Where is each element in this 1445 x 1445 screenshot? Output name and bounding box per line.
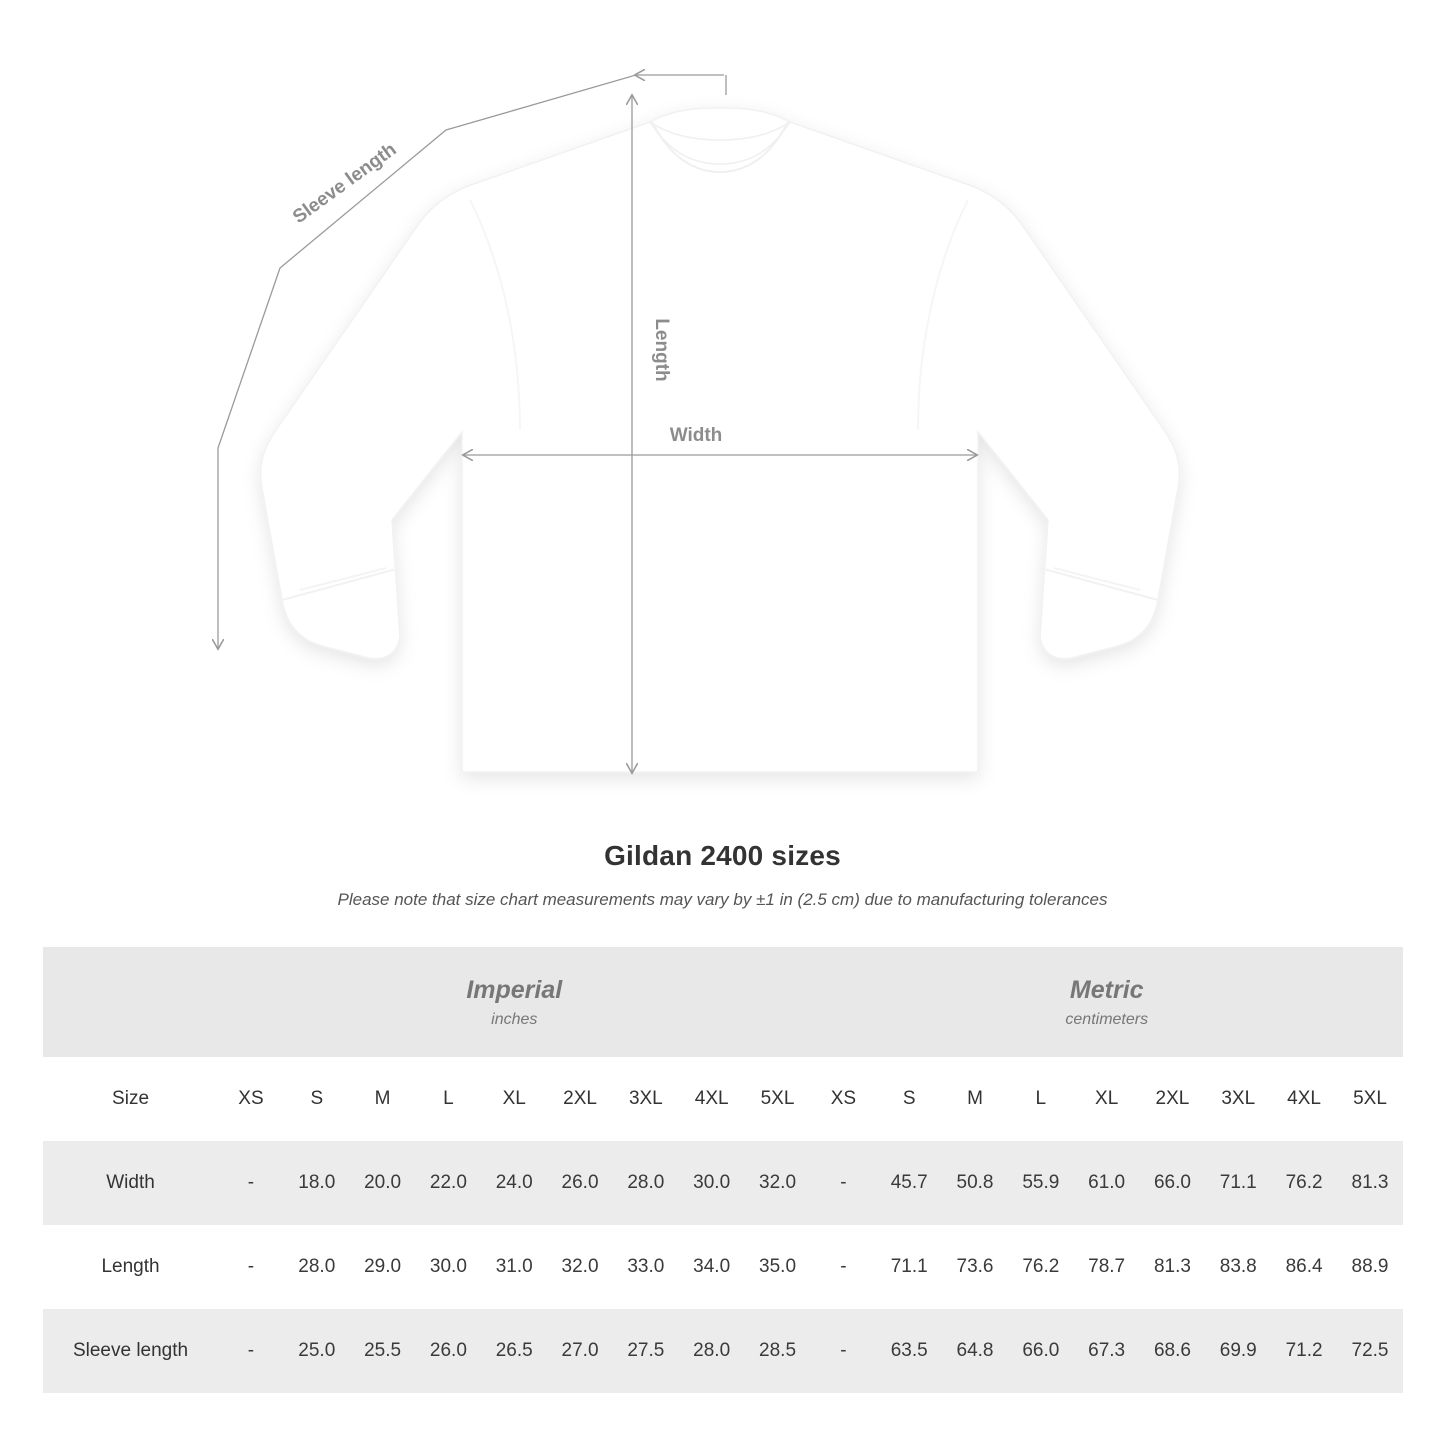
header-metric-4xl: 4XL (1271, 1057, 1337, 1141)
size-header-row (43, 1057, 1403, 1141)
header-imperial-xs: XS (218, 1057, 284, 1141)
header-metric-l: L (1008, 1057, 1074, 1141)
cell-length-metric-xl: 78.7 (1074, 1225, 1140, 1309)
cell-sleeve-metric-s: 63.5 (876, 1309, 942, 1393)
cell-length-imperial-m: 29.0 (350, 1225, 416, 1309)
cell-width-metric-4xl: 76.2 (1271, 1141, 1337, 1225)
unit-band-spacer (43, 947, 218, 1057)
cell-sleeve-imperial-s: 25.0 (284, 1309, 350, 1393)
page-title: Gildan 2400 sizes (604, 840, 841, 871)
cell-width-metric-xl: 61.0 (1074, 1141, 1140, 1225)
cell-width-imperial-xs: - (218, 1141, 284, 1225)
cell-sleeve-metric-xl: 67.3 (1074, 1309, 1140, 1393)
cell-sleeve-metric-m: 64.8 (942, 1309, 1008, 1393)
cell-width-metric-xs: - (810, 1141, 876, 1225)
cell-width-metric-3xl: 71.1 (1205, 1141, 1271, 1225)
cell-length-imperial-2xl: 32.0 (547, 1225, 613, 1309)
cell-width-imperial-3xl: 28.0 (613, 1141, 679, 1225)
header-imperial-s: S (284, 1057, 350, 1141)
imperial-sub: inches (491, 1010, 538, 1028)
cell-width-metric-s: 45.7 (876, 1141, 942, 1225)
cell-length-metric-5xl: 88.9 (1337, 1225, 1403, 1309)
metric-label: Metric (1069, 976, 1144, 1005)
cell-length-metric-4xl: 86.4 (1271, 1225, 1337, 1309)
cell-length-imperial-xl: 31.0 (481, 1225, 547, 1309)
cell-length-metric-2xl: 81.3 (1140, 1225, 1206, 1309)
cell-sleeve-imperial-2xl: 27.0 (547, 1309, 613, 1393)
cell-width-imperial-s: 18.0 (284, 1141, 350, 1225)
metric-sub: centimeters (1065, 1010, 1149, 1028)
table-row (43, 1225, 1403, 1309)
cell-width-metric-2xl: 66.0 (1140, 1141, 1206, 1225)
cell-sleeve-imperial-4xl: 28.0 (679, 1309, 745, 1393)
cell-length-metric-l: 76.2 (1008, 1225, 1074, 1309)
cell-sleeve-metric-5xl: 72.5 (1337, 1309, 1403, 1393)
width-label: Width (669, 425, 723, 446)
header-size: Size (43, 1057, 218, 1141)
header-imperial-l: L (416, 1057, 482, 1141)
cell-length-metric-xs: - (810, 1225, 876, 1309)
header-metric-3xl: 3XL (1205, 1057, 1271, 1141)
cell-sleeve-imperial-xs: - (218, 1309, 284, 1393)
cell-width-metric-l: 55.9 (1008, 1141, 1074, 1225)
cell-width-imperial-l: 22.0 (416, 1141, 482, 1225)
unit-header-row (43, 947, 1403, 1057)
cell-width-imperial-xl: 24.0 (481, 1141, 547, 1225)
title-block (0, 840, 1445, 910)
header-imperial-2xl: 2XL (547, 1057, 613, 1141)
header-metric-s: S (876, 1057, 942, 1141)
header-metric-xs: XS (810, 1057, 876, 1141)
cell-sleeve-imperial-5xl: 28.5 (745, 1309, 811, 1393)
cell-sleeve-imperial-3xl: 27.5 (613, 1309, 679, 1393)
cell-width-imperial-5xl: 32.0 (745, 1141, 811, 1225)
unit-group-metric (810, 947, 1403, 1057)
cell-width-imperial-4xl: 30.0 (679, 1141, 745, 1225)
unit-group-imperial (218, 947, 810, 1057)
header-imperial-4xl: 4XL (679, 1057, 745, 1141)
cell-width-metric-m: 50.8 (942, 1141, 1008, 1225)
cell-sleeve-imperial-l: 26.0 (416, 1309, 482, 1393)
cell-width-imperial-m: 20.0 (350, 1141, 416, 1225)
header-metric-m: M (942, 1057, 1008, 1141)
sleeve-length-label: Sleeve length (289, 139, 401, 229)
cell-sleeve-imperial-xl: 26.5 (481, 1309, 547, 1393)
row-label-length: Length (43, 1225, 218, 1309)
cell-length-metric-m: 73.6 (942, 1225, 1008, 1309)
table-row (43, 1141, 1403, 1225)
cell-length-imperial-xs: - (218, 1225, 284, 1309)
row-label-sleeve-length: Sleeve length (43, 1309, 218, 1393)
cell-sleeve-metric-2xl: 68.6 (1140, 1309, 1206, 1393)
length-label: Length (651, 318, 672, 382)
cell-length-imperial-3xl: 33.0 (613, 1225, 679, 1309)
header-metric-2xl: 2XL (1140, 1057, 1206, 1141)
cell-length-metric-3xl: 83.8 (1205, 1225, 1271, 1309)
tolerance-note: Please note that size chart measurements may vary by ±1 in (2.5 cm) due to manufacturing tolerances (337, 890, 1108, 909)
cell-sleeve-metric-l: 66.0 (1008, 1309, 1074, 1393)
header-imperial-m: M (350, 1057, 416, 1141)
cell-sleeve-metric-xs: - (810, 1309, 876, 1393)
header-imperial-xl: XL (481, 1057, 547, 1141)
imperial-label: Imperial (466, 976, 563, 1005)
cell-length-imperial-l: 30.0 (416, 1225, 482, 1309)
cell-length-imperial-4xl: 34.0 (679, 1225, 745, 1309)
row-label-width: Width (43, 1141, 218, 1225)
size-table (43, 947, 1403, 1393)
table-row (43, 1309, 1403, 1393)
header-metric-5xl: 5XL (1337, 1057, 1403, 1141)
cell-sleeve-imperial-m: 25.5 (350, 1309, 416, 1393)
cell-length-imperial-5xl: 35.0 (745, 1225, 811, 1309)
header-imperial-3xl: 3XL (613, 1057, 679, 1141)
cell-width-imperial-2xl: 26.0 (547, 1141, 613, 1225)
cell-length-metric-s: 71.1 (876, 1225, 942, 1309)
header-metric-xl: XL (1074, 1057, 1140, 1141)
cell-sleeve-metric-3xl: 69.9 (1205, 1309, 1271, 1393)
size-table-container (43, 947, 1403, 1393)
cell-width-metric-5xl: 81.3 (1337, 1141, 1403, 1225)
cell-length-imperial-s: 28.0 (284, 1225, 350, 1309)
header-imperial-5xl: 5XL (745, 1057, 811, 1141)
cell-sleeve-metric-4xl: 71.2 (1271, 1309, 1337, 1393)
